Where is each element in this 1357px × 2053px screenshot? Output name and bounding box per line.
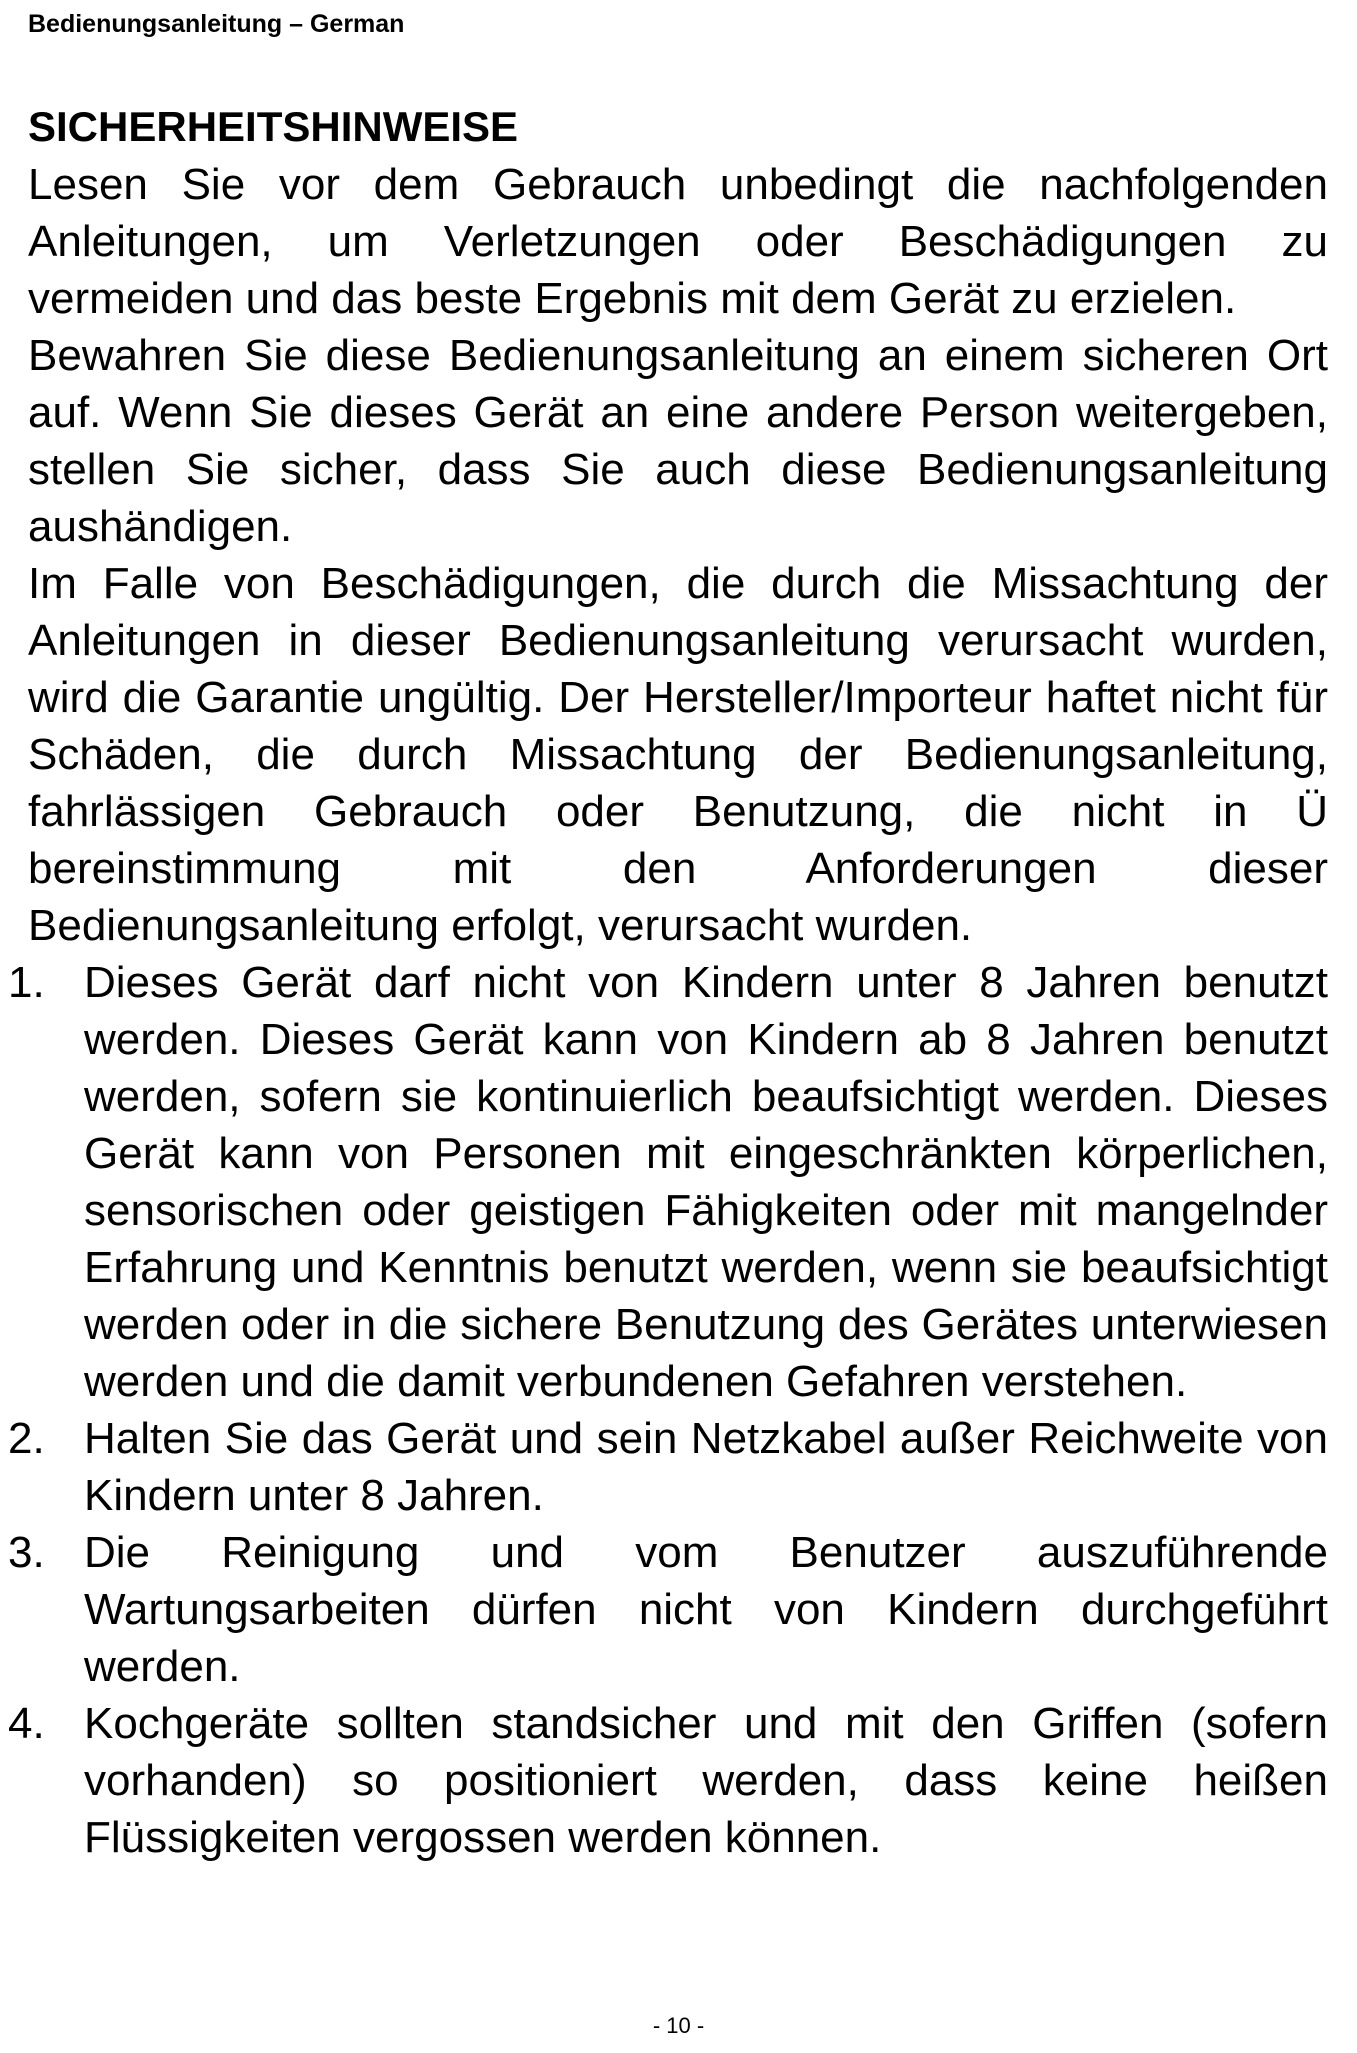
intro-paragraph: Lesen Sie vor dem Gebrauch unbedingt die nachfolgenden Anleitungen, um Verletzungen oder Beschädigungen zu vermeiden und das beste Ergebnis mit dem Gerät zu erzielen. — [28, 160, 1328, 323]
section-title: SICHERHEITSHINWEISE — [28, 103, 519, 150]
list-item-text: Kochgeräte sollten standsicher und mit den Griffen (sofern vorhanden) so positioniert werden, dass keine heißen Flüssigkeiten vergossen werden können. — [84, 1699, 1328, 1862]
safety-list — [8, 954, 1328, 1866]
list-item — [8, 954, 1328, 1410]
list-item — [8, 1695, 1328, 1866]
list-item — [8, 1410, 1328, 1524]
page-number: - 10 - — [652, 2013, 705, 2038]
list-item-number: 2. — [8, 1414, 45, 1463]
list-item — [8, 1524, 1328, 1695]
list-item-number: 1. — [8, 958, 45, 1007]
page-content — [8, 98, 1328, 1866]
warranty-paragraph: Im Falle von Beschädigungen, die durch die Missachtung der Anleitungen in dieser Bedienungsanleitung verursacht wurden, wird die Garantie ungültig. Der Hersteller/Importeur haftet nicht für Schäden, die durch Missachtung der Bedienungsanleitung, fahrlässigen Gebrauch oder Benutzung, die nicht in Ü bereinstimmung mit den Anforderungen dieser Bedienungsanleitung erfolgt, verursacht wurden. — [28, 559, 1328, 950]
page-header: Bedienungsanleitung – German — [28, 10, 405, 38]
list-item-number: 4. — [8, 1699, 45, 1748]
list-item-text: Dieses Gerät darf nicht von Kindern unter 8 Jahren benutzt werden. Dieses Gerät kann von Kindern ab 8 Jahren benutzt werden, sofern sie kontinuierlich beaufsichtigt werden. Dieses Gerät kann von Personen mit eingeschränkten körperlichen, sensorischen oder geistigen Fähigkeiten oder mit mangelnder Erfahrung und Kenntnis benutzt werden, wenn sie beaufsichtigt werden oder in die sichere Benutzung des Gerätes unterwiesen werden und die damit verbundenen Gefahren verstehen. — [84, 958, 1328, 1406]
storage-paragraph: Bewahren Sie diese Bedienungsanleitung an einem sicheren Ort auf. Wenn Sie dieses Gerät an eine andere Person weitergeben, stellen Sie sicher, dass Sie auch diese Bedienungsanleitung aushändigen. — [28, 331, 1328, 551]
list-item-text: Die Reinigung und vom Benutzer auszuführende Wartungsarbeiten dürfen nicht von Kindern durchgeführt werden. — [84, 1528, 1328, 1691]
list-item-text: Halten Sie das Gerät und sein Netzkabel außer Reichweite von Kindern unter 8 Jahren. — [84, 1414, 1328, 1520]
list-item-number: 3. — [8, 1528, 45, 1577]
